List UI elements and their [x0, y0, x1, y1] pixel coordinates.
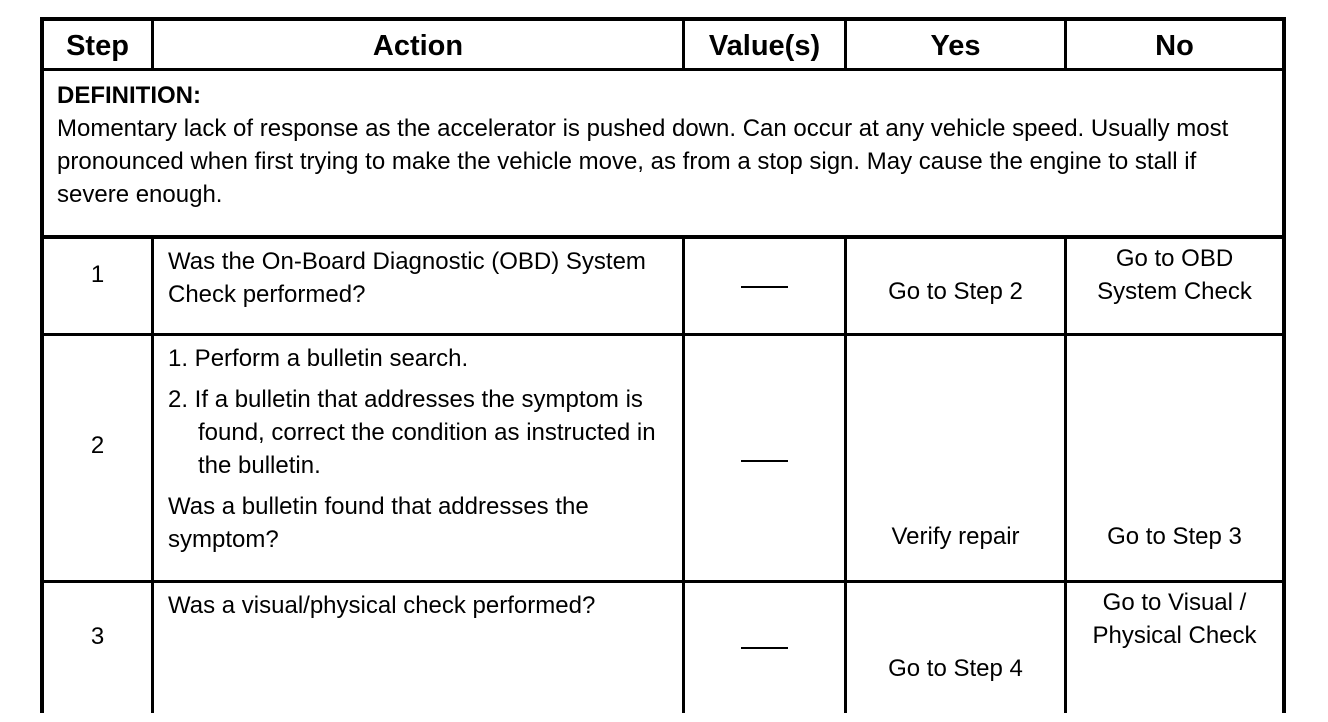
definition-text: Momentary lack of response as the accelerator is pushed down. Can occur at any vehicle speed. Usually most pronounced when first trying to make the vehicle move, as from a stop sign. May cause the engine to stall if severe enough. [57, 115, 1229, 208]
table-row [44, 239, 1282, 336]
definition-title: DEFINITION: [57, 82, 201, 109]
no-action: Go to Step 3 [1107, 523, 1242, 550]
header-values: Value(s) [685, 21, 847, 68]
header-yes: Yes [847, 21, 1067, 68]
no-action: Go to OBD System Check [1097, 245, 1252, 305]
yes-action: Go to Step 4 [888, 655, 1023, 682]
table-row [44, 336, 1282, 583]
no-action: Go to Visual / Physical Check [1092, 589, 1257, 649]
table-row [44, 583, 1282, 713]
yes-action: Verify repair [891, 523, 1020, 550]
action-question: Was a bulletin found that addresses the symptom? [168, 493, 589, 553]
action-text: Was a visual/physical check performed? [168, 592, 596, 619]
value-dash [741, 460, 788, 462]
action-list-item: 1. Perform a bulletin search. [168, 345, 469, 372]
value-dash [741, 286, 788, 288]
step-number: 1 [90, 261, 105, 288]
header-action: Action [154, 21, 685, 68]
header-step: Step [44, 21, 154, 68]
header-row [44, 21, 1282, 71]
action-text: Was the On-Board Diagnostic (OBD) System Check performed? [168, 248, 646, 308]
action-list-item: 2. If a bulletin that addresses the symptom is found, correct the condition as instructed in the bulletin. [168, 386, 656, 479]
definition-row [44, 71, 1282, 239]
header-no: No [1155, 30, 1194, 62]
step-number: 3 [90, 623, 105, 650]
yes-action: Go to Step 2 [888, 278, 1023, 305]
value-dash [741, 647, 788, 649]
step-number: 2 [90, 432, 105, 459]
diagnostic-table [40, 17, 1286, 713]
